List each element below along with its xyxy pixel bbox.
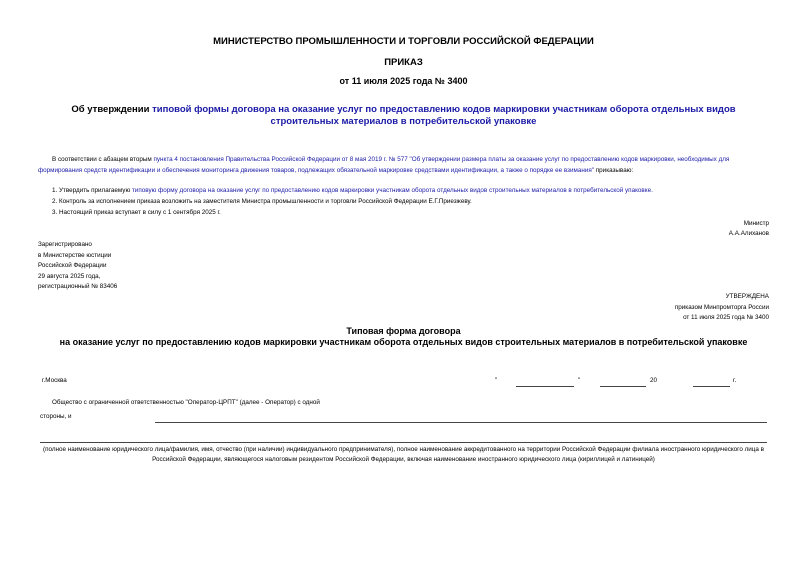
signature-position: Министр bbox=[743, 220, 769, 227]
day-blank-line bbox=[516, 386, 574, 387]
form-title-line-2: на оказание услуг по предоставлению кодов маркировки участникам оборота отдельных видов строительных материалов в потребительской упаковке bbox=[59, 337, 748, 347]
month-blank-line bbox=[600, 386, 646, 387]
approval-line: от 11 июля 2025 года № 3400 bbox=[683, 314, 769, 321]
party-text-2: стороны, и bbox=[40, 413, 72, 420]
approval-line: УТВЕРЖДЕНА bbox=[725, 293, 769, 300]
approval-block bbox=[675, 292, 769, 324]
form-title bbox=[0, 326, 807, 348]
registration-line: Российской Федерации bbox=[38, 262, 107, 269]
year-prefix: 20 bbox=[650, 377, 658, 384]
registration-line: регистрационный № 83406 bbox=[38, 283, 118, 290]
preamble-link[interactable]: пункта 4 постановления Правительства Российской Федерации от 8 мая 2019 г. № 577 "Об утверждении размера платы за оказание услуг по предоставлению кодов маркировки, необходимых для формирования средств идентификации и обеспечения мониторинга движения товаров, подлежащих обязательной маркировке средствами идентификации, а также о порядке ее взимания" bbox=[38, 156, 730, 174]
order-item-1 bbox=[52, 186, 653, 197]
title-link[interactable]: типовой формы договора на оказание услуг по предоставлению кодов маркировки участникам оборота отдельных видов строительных материалов в потребительской упаковке bbox=[152, 104, 736, 127]
quote-open: " bbox=[495, 377, 498, 384]
document-date-number: от 11 июля 2025 года № 3400 bbox=[339, 76, 468, 86]
counterparty-footnote: (полное наименование юридического лица/фамилия, имя, отчество (при наличии) индивидуального предпринимателя), полное наименование аккредитованного на территории Российской Федерации филиала иностранного юридического лица в Российской Федерации, являющегося налоговым резидентом Российской Федерации, включая наименование иностранного юридического лица (кириллицей и латиницей) bbox=[43, 446, 764, 463]
preamble-paragraph bbox=[38, 155, 773, 176]
registration-line: 29 августа 2025 года, bbox=[38, 272, 101, 280]
item-1-prefix: 1. Утвердить прилагаемую bbox=[52, 187, 132, 194]
approval-line: приказом Минпромторга России bbox=[674, 303, 769, 311]
year-blank-line bbox=[693, 386, 730, 387]
counterparty-blank-line bbox=[155, 422, 767, 423]
contract-city: г.Москва bbox=[42, 377, 67, 384]
title-prefix: Об утверждении bbox=[71, 104, 153, 115]
year-suffix: г. bbox=[733, 377, 737, 384]
preamble-text-end: приказываю: bbox=[594, 166, 634, 174]
registration-block bbox=[38, 240, 117, 293]
counterparty-blank-line-2 bbox=[40, 442, 767, 443]
quote-close: " bbox=[578, 377, 581, 384]
registration-line: Зарегистрировано bbox=[38, 241, 92, 248]
order-item-3: 3. Настоящий приказ вступает в силу с 1 сентября 2025 г. bbox=[52, 209, 221, 216]
registration-line: в Министерстве юстиции bbox=[38, 251, 112, 259]
preamble-text: В соответствии с абзацем вторым bbox=[52, 156, 154, 163]
signature-name: А.А.Алиханов bbox=[728, 230, 769, 237]
operator-party-text: Общество с ограниченной ответственностью "Оператор-ЦРПТ" (далее - Оператор) с одной bbox=[52, 399, 320, 406]
document-title bbox=[50, 104, 757, 128]
order-item-2: 2. Контроль за исполнением приказа возложить на заместителя Министра промышленности и торговли Российской Федерации Е.Г.Приезжеву. bbox=[52, 198, 472, 205]
item-1-link[interactable]: типовую форму договора на оказание услуг по предоставлению кодов маркировки участникам оборота отдельных видов строительных материалов в потребительской упаковке. bbox=[131, 187, 653, 194]
form-title-line-1: Типовая форма договора bbox=[346, 326, 461, 336]
document-type: ПРИКАЗ bbox=[384, 57, 423, 68]
ministry-heading: МИНИСТЕРСТВО ПРОМЫШЛЕННОСТИ И ТОРГОВЛИ РОССИЙСКОЙ ФЕДЕРАЦИИ bbox=[213, 36, 594, 47]
